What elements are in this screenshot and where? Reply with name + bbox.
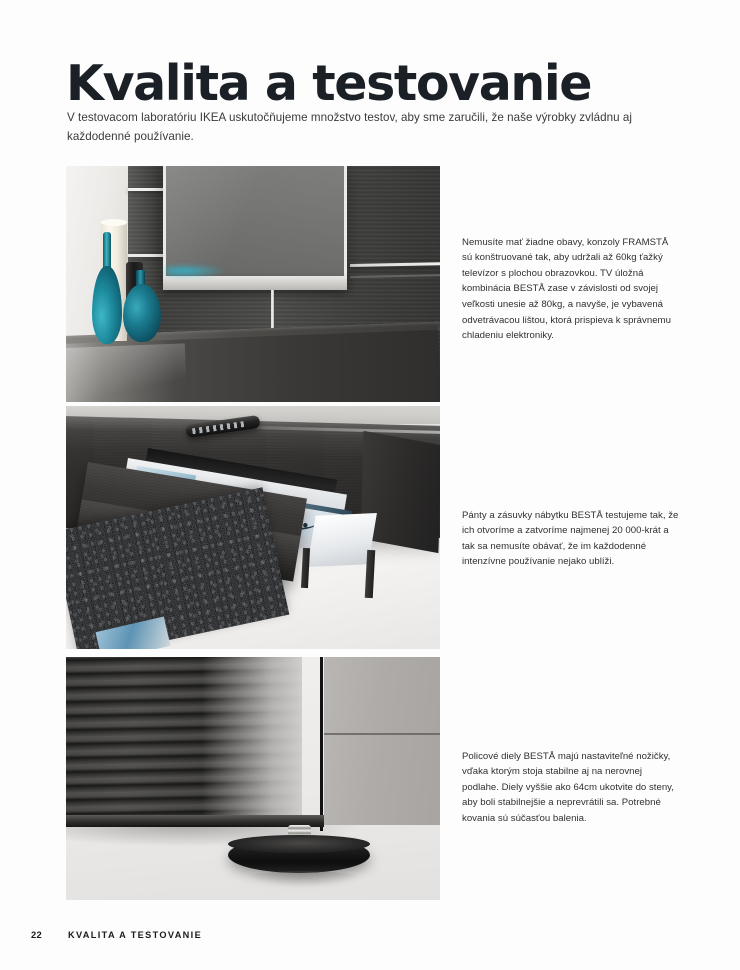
footer-section-label: KVALITA A TESTOVANIE [68,930,203,940]
panel-seam [324,733,440,735]
sideboard-highlight [66,343,187,402]
light-falloff [202,657,302,825]
caption-adjustable-feet: Policové diely BESTÅ majú nastaviteľné nožičky, vďaka ktorým stoja stabilne aj na nerovnej podlahe. Diely vyššie ako 64cm ukotvite do steny, aby boli stabilnejšie a neprevrátili sa. Potrebné kovania sú súčasťou balenia. [462,750,674,824]
foot-disc-top-face [228,835,370,853]
tv-wall-unit-photo [66,166,440,402]
adjustable-foot-photo [66,657,440,900]
foot-reflection [244,871,362,887]
teal-vase-round [123,284,161,342]
candle-top [101,219,127,226]
tv-led-glow [166,264,226,278]
drawer-bench-photo [66,406,440,649]
cabinet-front [66,657,302,825]
caption-hinges-drawers-test: Pánty a zásuvky nábytku BESTÅ testujeme tak, že ich otvoríme a zatvoríme najmenej 20 000-krát a tak sa nemusíte obávať, že im každodenné intenzívne používanie nejako ublíži. [462,509,679,568]
intro-paragraph: V testovacom laboratóriu IKEA uskutočňujeme množstvo testov, aby sme zaručili, že naše výrobky zvládnu aj každodenné používanie. [67,110,633,144]
tv-bottom-bezel [163,276,347,290]
caption-tv-load-capacity: Nemusíte mať žiadne obavy, konzoly FRAMSTÅ sú konštruované tak, aby udržali až 60kg ťažký televízor s plochou obrazovkou. TV úložná kombinácia BESTÅ zase v závislosti od svojej veľkosti unesie až 80kg, a navyše, je vybavená odvetrávacou lištou, ktorá prispieva k správnemu chladeniu elektroniky. [462,236,671,342]
page-title: Kvalita a testovanie [66,54,592,112]
cabinet-corner-seam [320,657,323,831]
footer-page-number: 22 [31,929,43,940]
right-side-panel [324,657,440,825]
tv-screen-reflection [166,166,344,279]
page-footer [31,929,202,940]
